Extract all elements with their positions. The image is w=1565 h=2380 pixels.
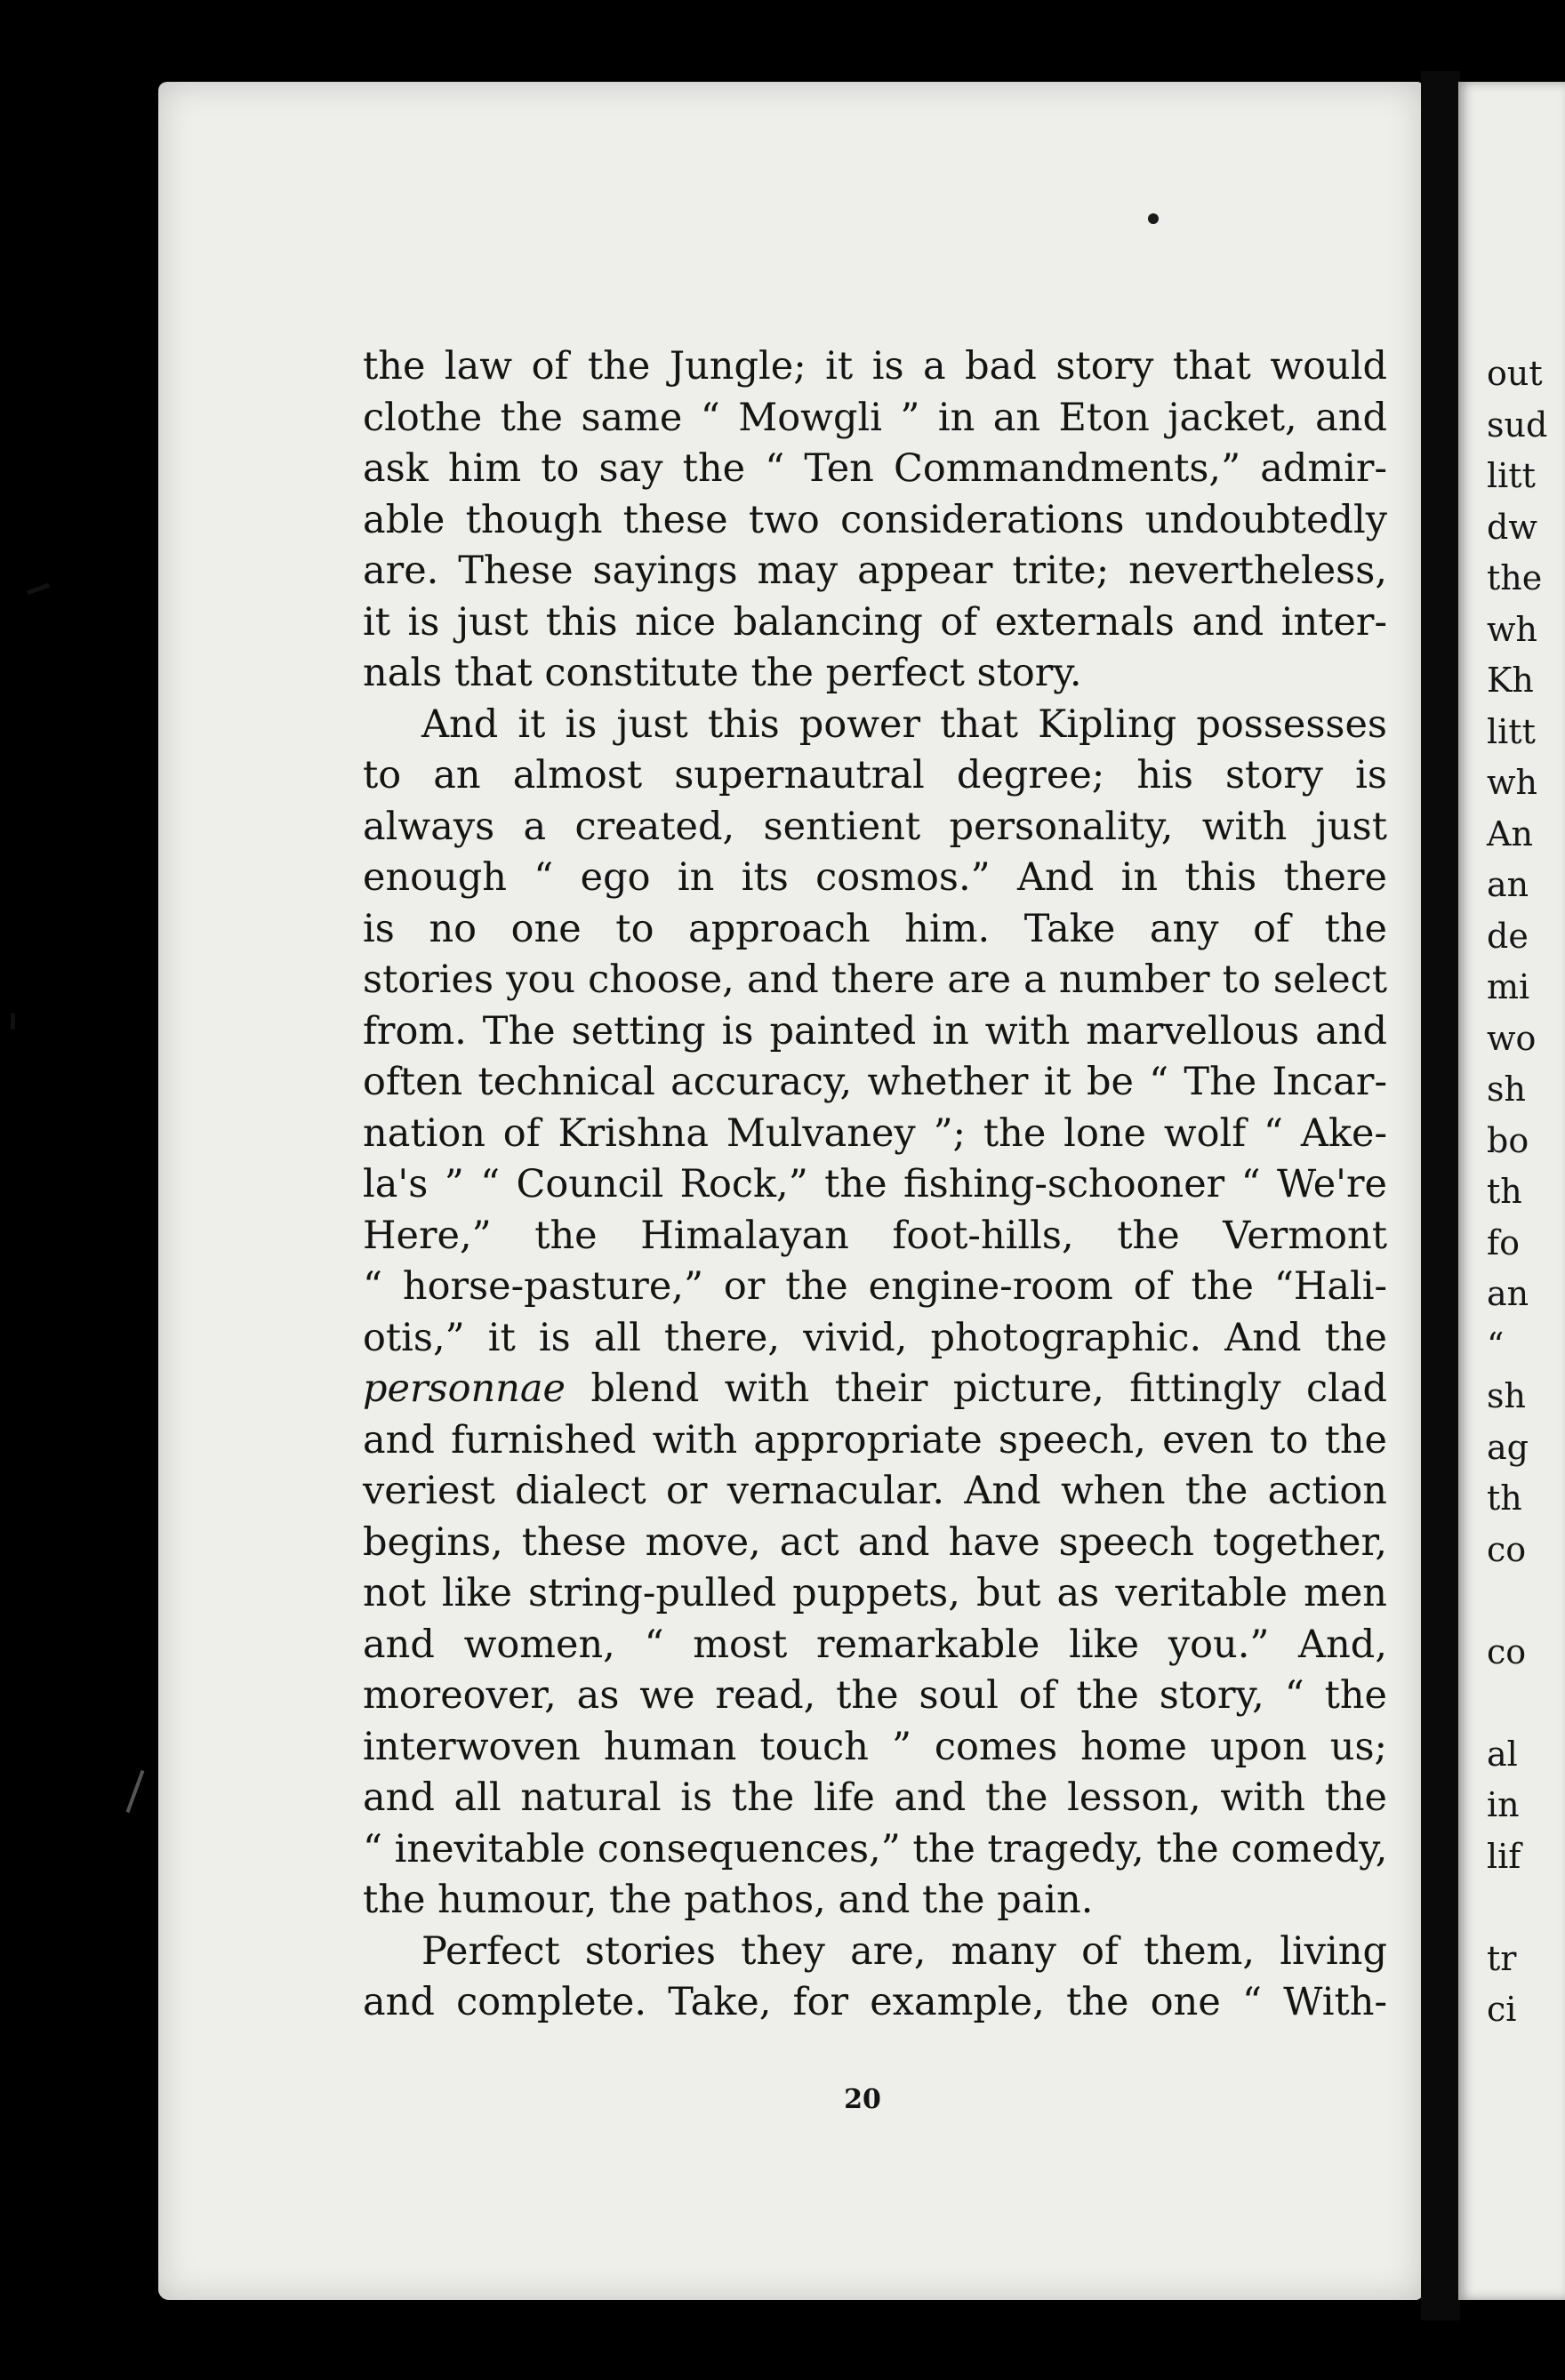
- facing-page-fragment: lif: [1487, 1836, 1521, 1876]
- text-line: stories you choose, and there are a number to select: [363, 958, 1387, 1002]
- facing-page-fragment: wh: [1487, 609, 1537, 649]
- text-line: “ inevitable consequences,” the tragedy, the comedy,: [363, 1826, 1388, 1871]
- text-line-remainder: blend with their picture, fittingly clad: [565, 1366, 1387, 1411]
- facing-page-fragment: An: [1487, 813, 1533, 853]
- facing-page-fragment: mi: [1487, 967, 1530, 1006]
- text-line: and women, “ most remarkable like you.” And,: [363, 1622, 1387, 1667]
- facing-page-fragment: out: [1487, 354, 1543, 393]
- facing-page-fragment: an: [1487, 865, 1529, 904]
- text-line: often technical accuracy, whether it be “ The Incar-: [363, 1060, 1387, 1104]
- text-line: moreover, as we read, the soul of the story, “ the: [363, 1673, 1387, 1718]
- facing-page-fragment: fo: [1487, 1222, 1520, 1262]
- facing-page-fragment: tr: [1487, 1938, 1517, 1978]
- text-line: able though these two considerations undoubtedly: [363, 497, 1387, 542]
- text-line: la's ” “ Council Rock,” the fishing-schooner “ We're: [363, 1162, 1387, 1206]
- facing-page-fragment: de: [1487, 916, 1529, 956]
- page-number: 20: [844, 2084, 881, 2115]
- facing-page-fragment: ag: [1487, 1427, 1529, 1467]
- facing-page-fragment: in: [1487, 1785, 1520, 1824]
- text-line: begins, these move, act and have speech together,: [363, 1519, 1387, 1565]
- text-line: veriest dialect or vernacular. And when the action: [363, 1469, 1387, 1513]
- facing-page-fragment: co: [1487, 1529, 1527, 1569]
- facing-page-fragment: litt: [1487, 711, 1536, 751]
- text-line: nation of Krishna Mulvaney ”; the lone wolf “ Ake-: [363, 1110, 1387, 1156]
- text-line: “ horse-pasture,” or the engine-room of the “Hali-: [363, 1264, 1387, 1309]
- text-line: it is just this nice balancing of externals and inter-: [363, 599, 1387, 645]
- text-line: otis,” it is all there, vivid, photographic. And the: [363, 1315, 1387, 1360]
- facing-page-fragment: sh: [1487, 1376, 1526, 1415]
- facing-page-fragment: Kh: [1487, 661, 1534, 700]
- facing-page-fragment: th: [1487, 1172, 1522, 1211]
- body-text: [363, 341, 1387, 2029]
- text-line: not like string-pulled puppets, but as veritable men: [363, 1571, 1387, 1615]
- text-line: is no one to approach him. Take any of the: [363, 906, 1387, 951]
- text-line: the law of the Jungle; it is a bad story that would: [363, 344, 1387, 389]
- text-line: and complete. Take, for example, the one “ With-: [363, 1980, 1387, 2024]
- paragraph-start-line: Perfect stories they are, many of them, living: [421, 1928, 1387, 1974]
- facing-page-fragment: co: [1487, 1631, 1527, 1671]
- facing-page-fragment: ci: [1487, 1990, 1517, 2029]
- margin-mark: [27, 583, 50, 596]
- facing-page-fragment: litt: [1487, 456, 1536, 495]
- text-line: and furnished with appropriate speech, even to the: [363, 1417, 1387, 1462]
- paragraph-start-line: And it is just this power that Kipling possesses: [421, 701, 1387, 747]
- speck-mark: [1148, 213, 1159, 224]
- text-line: Here,” the Himalayan foot-hills, the Vermont: [363, 1213, 1387, 1258]
- facing-page-fragment: an: [1487, 1274, 1529, 1313]
- text-line: enough “ ego in its cosmos.” And in this there: [363, 855, 1387, 900]
- facing-page-fragment: wo: [1487, 1018, 1537, 1058]
- text-line: the humour, the pathos, and the pain.: [363, 1878, 1094, 1922]
- facing-page-fragment: al: [1487, 1734, 1518, 1774]
- facing-page-text-fragments: [1487, 349, 1547, 2036]
- text-line-with-italic: [363, 1364, 1387, 1415]
- facing-page-fragment: [1487, 1882, 1547, 1934]
- facing-page-fragment: [1487, 1575, 1547, 1627]
- margin-mark: [126, 1770, 145, 1813]
- facing-page-fragment: bo: [1487, 1120, 1529, 1160]
- facing-page-fragment: sud: [1487, 405, 1548, 445]
- text-line: interwoven human touch ” comes home upon us;: [363, 1724, 1387, 1769]
- text-line: always a created, sentient personality, with just: [363, 804, 1387, 849]
- facing-page-fragment: sh: [1487, 1070, 1526, 1109]
- text-line: ask him to say the “ Ten Commandments,” admir-: [363, 446, 1387, 491]
- text-line: are. These sayings may appear trite; nevertheless,: [363, 549, 1387, 593]
- facing-page-fragment: wh: [1487, 763, 1537, 802]
- facing-page-fragment: th: [1487, 1478, 1522, 1518]
- text-line: nals that constitute the perfect story.: [363, 651, 1082, 695]
- facing-page-fragment: dw: [1487, 507, 1537, 547]
- facing-page-fragment: “: [1487, 1325, 1505, 1365]
- facing-page-fragment: [1487, 1678, 1547, 1729]
- text-line: and all natural is the life and the lesson, with the: [363, 1775, 1387, 1820]
- text-line: clothe the same “ Mowgli ” in an Eton jacket, and: [363, 395, 1387, 440]
- text-line: from. The setting is painted in with marvellous and: [363, 1008, 1387, 1054]
- margin-mark: [11, 1014, 15, 1030]
- facing-page-fragment: the: [1487, 558, 1543, 597]
- book-gutter: [1421, 71, 1460, 2320]
- text-line: to an almost supernautral degree; his story is: [363, 753, 1387, 797]
- italic-word: personnae: [363, 1366, 566, 1411]
